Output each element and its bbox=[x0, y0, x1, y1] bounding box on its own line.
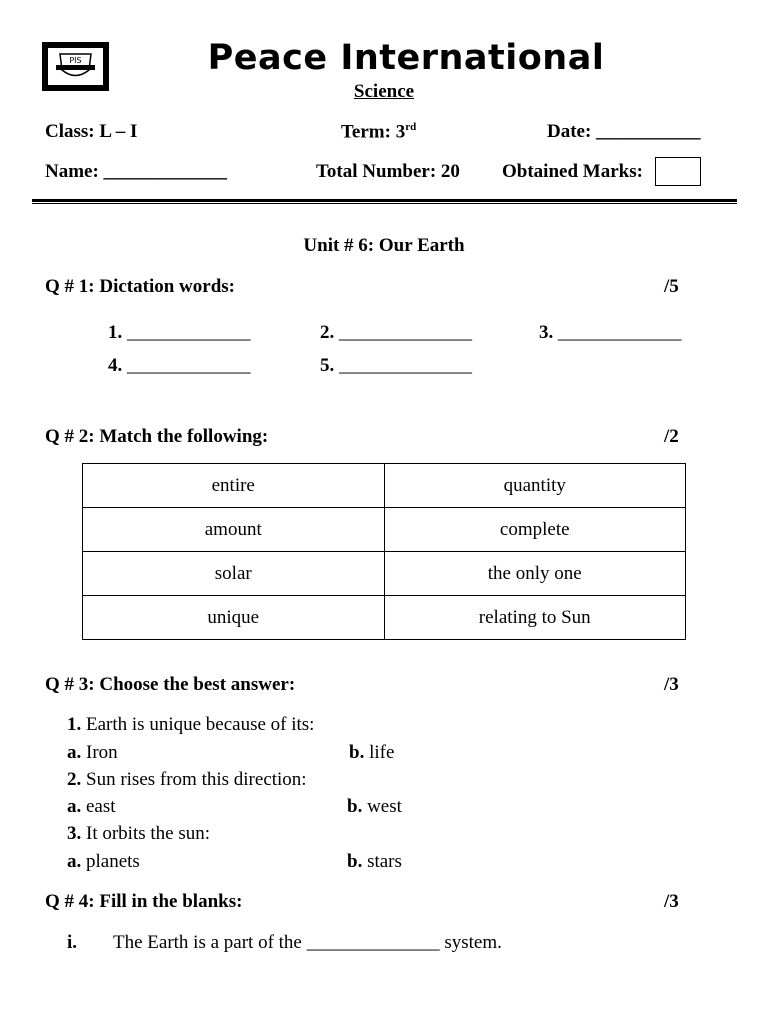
dictation-item: 2. ______________ bbox=[320, 322, 472, 343]
mcq-option-a: a. Iron bbox=[67, 742, 118, 763]
name-field: Name: _____________ bbox=[45, 161, 228, 182]
header-divider-thin bbox=[32, 203, 737, 204]
table-row bbox=[83, 596, 686, 640]
term-label: Term: 3rd bbox=[341, 121, 417, 143]
fill-blank-sentence: The Earth is a part of the ______________ system. bbox=[113, 932, 502, 953]
mcq-question: 2. Sun rises from this direction: bbox=[67, 769, 307, 790]
fill-blank-num: i. bbox=[67, 932, 78, 953]
subject-title: Science bbox=[353, 81, 415, 102]
q4-title: Q # 4: Fill in the blanks: bbox=[45, 891, 243, 912]
table-cell: unique bbox=[83, 596, 385, 640]
table-row bbox=[83, 508, 686, 552]
q2-title: Q # 2: Match the following: bbox=[45, 426, 269, 447]
svg-text:PIS: PIS bbox=[69, 56, 82, 65]
dictation-item: 3. _____________ bbox=[539, 322, 682, 343]
mcq-question: 3. It orbits the sun: bbox=[67, 823, 211, 844]
obtained-marks-box bbox=[655, 157, 701, 186]
obtained-marks-label: Obtained Marks: bbox=[502, 161, 643, 182]
mcq-option-b: b. stars bbox=[347, 851, 402, 872]
mcq-option-b: b. life bbox=[349, 742, 395, 763]
school-name: Peace International bbox=[207, 38, 605, 78]
q3-title: Q # 3: Choose the best answer: bbox=[45, 674, 296, 695]
header-divider bbox=[32, 199, 737, 202]
table-cell: the only one bbox=[384, 552, 686, 596]
table-cell: quantity bbox=[384, 464, 686, 508]
table-cell: relating to Sun bbox=[384, 596, 686, 640]
table-cell: entire bbox=[83, 464, 385, 508]
class-label: Class: L – I bbox=[45, 121, 138, 142]
q4-marks: /3 bbox=[664, 891, 679, 912]
table-row bbox=[83, 464, 686, 508]
q1-title: Q # 1: Dictation words: bbox=[45, 276, 235, 297]
dictation-item: 4. _____________ bbox=[108, 355, 251, 376]
shield-emblem-icon bbox=[48, 48, 103, 85]
total-marks: Total Number: 20 bbox=[316, 161, 460, 182]
mcq-option-a: a. east bbox=[67, 796, 116, 817]
date-field: Date: ___________ bbox=[547, 121, 701, 142]
table-cell: complete bbox=[384, 508, 686, 552]
mcq-option-a: a. planets bbox=[67, 851, 140, 872]
q3-marks: /3 bbox=[664, 674, 679, 695]
table-cell: amount bbox=[83, 508, 385, 552]
table-cell: solar bbox=[83, 552, 385, 596]
q2-marks: /2 bbox=[664, 426, 679, 447]
unit-title: Unit # 6: Our Earth bbox=[303, 235, 465, 256]
table-row bbox=[83, 552, 686, 596]
q1-marks: /5 bbox=[664, 276, 679, 297]
dictation-item: 5. ______________ bbox=[320, 355, 472, 376]
dictation-item: 1. _____________ bbox=[108, 322, 251, 343]
match-table bbox=[82, 463, 686, 640]
mcq-question: 1. Earth is unique because of its: bbox=[67, 714, 315, 735]
mcq-option-b: b. west bbox=[347, 796, 402, 817]
